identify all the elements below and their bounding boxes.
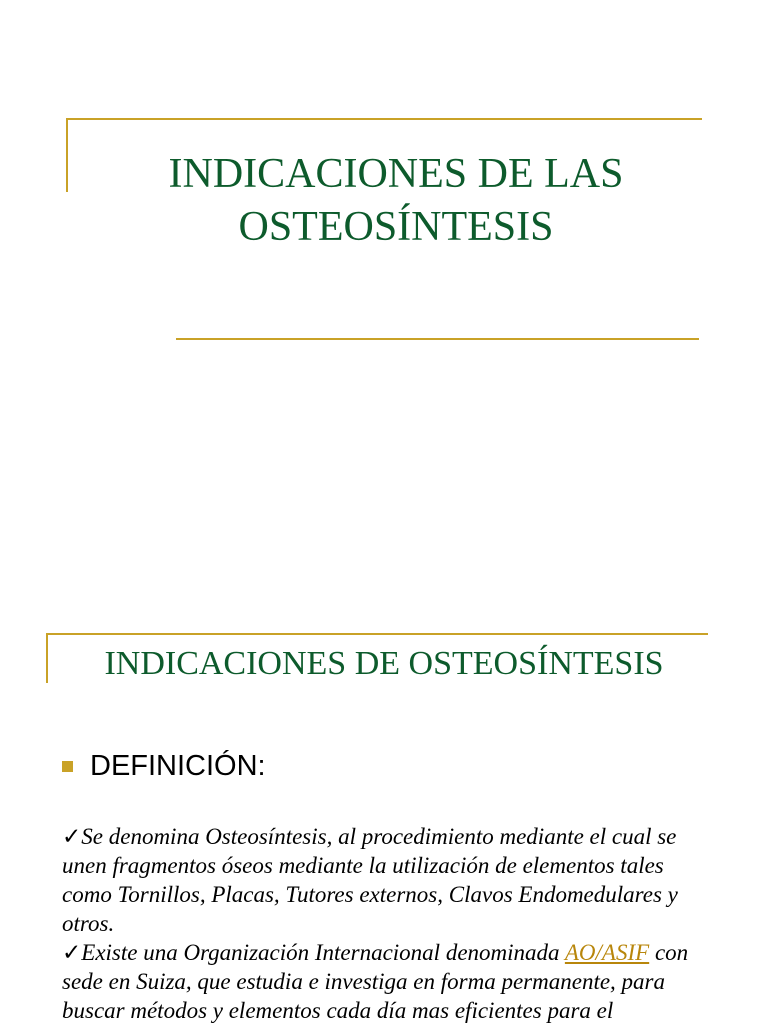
square-bullet-icon — [62, 761, 73, 772]
title-line-2: OSTEOSÍNTESIS — [238, 204, 554, 250]
paragraph-1 — [62, 822, 712, 938]
checkmark-icon: ✓ — [62, 824, 82, 849]
frame-top-rule — [46, 633, 708, 635]
definition-text — [62, 822, 712, 1024]
paragraph-2-text-before: Existe una Organización Internacional denominada — [81, 940, 565, 965]
paragraph-2 — [62, 938, 712, 1024]
frame-top-rule — [66, 118, 702, 120]
checkmark-icon: ✓ — [62, 940, 82, 965]
paragraph-2-text-after: con sede en Suiza, que estudia e investiga en forma permanente, para buscar métodos y elementos cada día mas eficientes para el — [62, 940, 689, 1023]
frame-left-rule — [66, 118, 68, 192]
bullet-definition — [62, 750, 266, 783]
frame-left-rule — [46, 633, 48, 683]
title-line-1: INDICACIONES DE LAS — [168, 151, 624, 197]
slide-1-title — [90, 148, 702, 254]
slide-2-title: INDICACIONES DE OSTEOSÍNTESIS — [104, 645, 664, 682]
ao-asif-link[interactable]: AO/ASIF — [564, 940, 650, 965]
subtitle-divider-rule — [176, 338, 699, 340]
bullet-label: DEFINICIÓN: — [90, 750, 266, 782]
paragraph-1-text: Se denomina Osteosíntesis, al procedimiento mediante el cual se unen fragmentos óseos mediante la utilización de elementos tales como Tornillos, Placas, Tutores externos, Clavos Endomedulares y otros. — [62, 824, 678, 936]
slide-2 — [0, 606, 768, 1024]
